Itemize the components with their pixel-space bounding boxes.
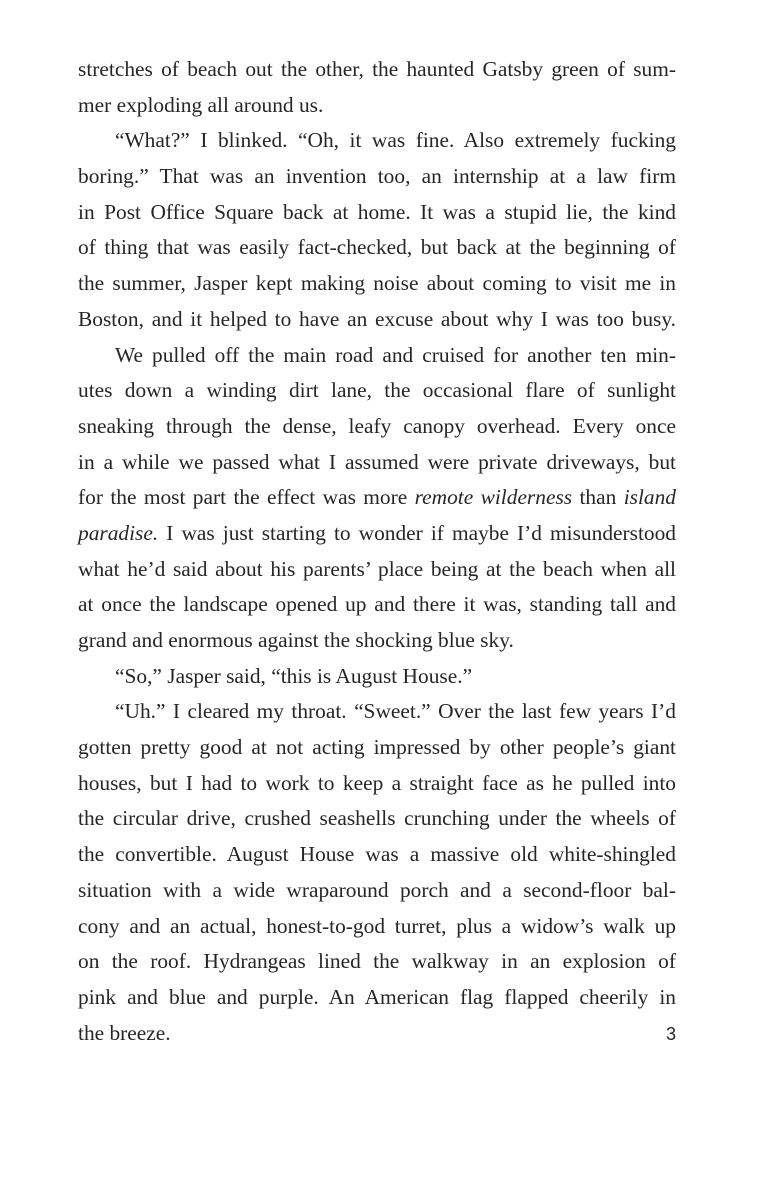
text-line: We pulled off the main road and cruised for another ten min- [115,342,676,367]
text-line: situation with a wide wraparound porch and a second-floor bal- [78,877,676,902]
paragraph-3 [78,338,676,659]
text-line: cony and an actual, honest-to-god turret, plus a widow’s walk up [78,913,676,938]
text-line: “What?” I blinked. “Oh, it was fine. Also extremely fucking [115,128,676,153]
text-line: the breeze. [78,1020,171,1045]
italic-phrase: remote wilderness [414,485,573,510]
text-line: of thing that was easily fact-checked, but back at the beginning of [78,235,676,260]
text-line: sneaking through the dense, leafy canopy overhead. Every once [78,413,676,438]
text-line: in Post Office Square back at home. It was a stupid lie, the kind [78,199,676,224]
italic-phrase: paradise. [78,520,159,545]
text-line: stretches of beach out the other, the haunted Gatsby green of sum- [78,57,676,81]
text-line: what he’d said about his parents’ place being at the beach when all [78,556,676,581]
text-line: the circular drive, crushed seashells crunching under the wheels of [78,806,676,831]
text-line: “So,” Jasper said, “this is August House.” [115,663,473,688]
text-segment: than [572,485,624,510]
text-segment: I was just starting to wonder if maybe I’d misunderstood [158,520,676,545]
text-line: the convertible. August House was a massive old white-shingled [78,842,676,867]
page-number: 3 [665,1024,676,1044]
italic-phrase: island [623,485,676,510]
text-line: gotten pretty good at not acting impressed by other people’s giant [78,735,676,760]
text-line: on the roof. Hydrangeas lined the walkway in an explosion of [78,949,676,974]
paragraph-5 [78,694,676,1051]
text-line: mer exploding all around us. [78,92,324,117]
text-line: grand and enormous against the shocking blue sky. [78,628,514,652]
paragraph-4 [78,659,676,695]
text-line: utes down a winding dirt lane, the occasional flare of sunlight [78,378,676,403]
text-line: the summer, Jasper kept making noise about coming to visit me in [78,271,676,296]
text-line: pink and blue and purple. An American flag flapped cheerily in [78,984,676,1009]
text-line: Boston, and it helped to have an excuse about why I was too busy. [78,306,676,331]
text-line: houses, but I had to work to keep a straight face as he pulled into [78,770,676,795]
text-line [78,516,676,552]
text-line: in a while we passed what I assumed were private driveways, but [78,449,676,474]
text-segment: for the most part the effect was more [78,485,415,510]
paragraph-2 [78,123,676,337]
paragraph-1 [78,52,676,123]
text-line: at once the landscape opened up and there it was, standing tall and [78,592,676,617]
text-line: boring.” That was an invention too, an internship at a law firm [78,164,676,189]
text-line [78,480,676,516]
text-line: “Uh.” I cleared my throat. “Sweet.” Over the last few years I’d [115,699,676,724]
book-page-body [78,52,676,1051]
